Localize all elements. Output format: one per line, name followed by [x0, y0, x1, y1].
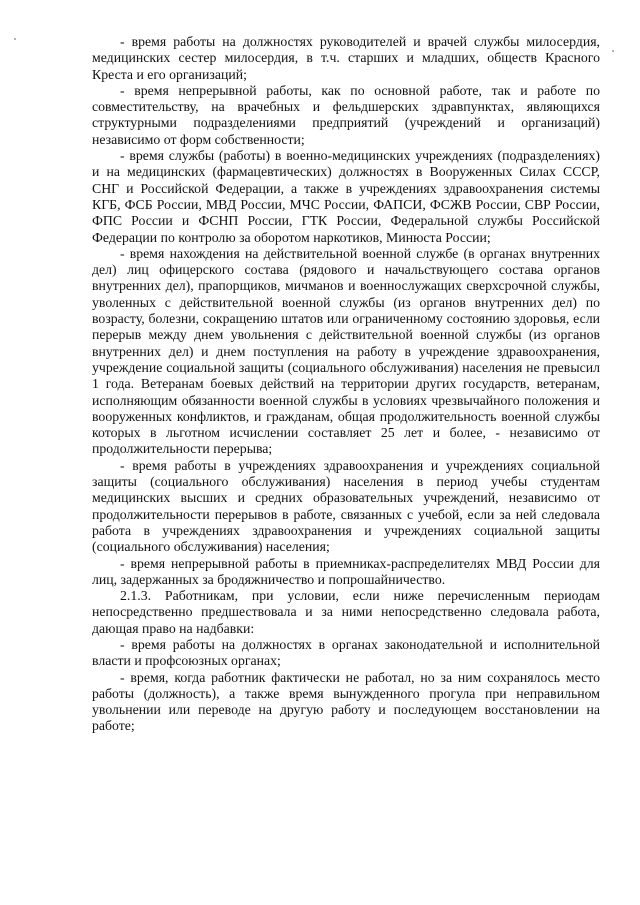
- paragraph-retained-position: - время, когда работник фактически не работал, но за ним сохранялось место работы (должность), а также время вынужденного прогула при неправильном увольнении или переводе на другую работу и последующем восстановлении на работе;: [92, 669, 600, 734]
- paragraph-military-medical: - время службы (работы) в военно-медицинских учреждениях (подразделениях) и на медицинских (фармацевтических) должностях в Вооруженных Силах СССР, СНГ и Российской Федерации, а также в учреждениях здравоохранения системы КГБ, ФСБ России, МВД России, МЧС России, ФАПСИ, ФСЖВ России, СВР России, ФПС России и ФСНП России, ГТК России, Федеральной службы Российской Федерации по контролю за оборотом наркотиков, Минюста России;: [92, 148, 600, 245]
- paragraph-students: - время работы в учреждениях здравоохранения и учреждениях социальной защиты (социального обслуживания) населения в период учебы студентам медицинских высших и средних образовательных учреждений, независимо от продолжительности перерывов в работе, связанных с учебой, если за ней следовала работа в учреждениях здравоохранения и учреждениях социальной защиты (социального обслуживания) населения;: [92, 457, 600, 555]
- paragraph-mvd-receivers: - время непрерывной работы в приемниках-распределителях МВД России для лиц, задержанных за бродяжничество и попрошайничество.: [92, 555, 600, 587]
- paragraph-military-service: - время нахождения на действительной военной службе (в органах внутренних дел) лиц офицерского состава (рядового и начальствующего состава органов внутренних дел), прапорщиков, мичманов и военнослужащих сверхсрочной службы, уволенных с действительной военной службы (из органов внутренних дел) по возрасту, болезни, сокращению штатов или ограниченному состоянию здоровья, если перерыв между днем увольнения с действительной военной службы (из органов внутренних дел) и днем поступления на работу в учреждение здравоохранения, учреждение социальной защиты (социального обслуживания) населения не превысил 1 года. Ветеранам боевых действий на территории других государств, ветеранам, исполняющим обязанности военной службы в условиях чрезвычайного положения и вооруженных конфликтов, и гражданам, общая продолжительность военной службы которых в льготном исчислении составляет 25 лет и более, - независимо от продолжительности перерыва;: [92, 245, 600, 457]
- document-body: [92, 34, 600, 735]
- scan-speck: [14, 38, 16, 40]
- paragraph-health-posts: - время непрерывной работы, как по основной работе, так и работе по совместительству, на врачебных и фельдшерских здравпунктах, являющихся структурными подразделениями предприятий (учреждений и организаций) независимо от форм собственности;: [92, 82, 600, 147]
- paragraph-red-cross: - время работы на должностях руководителей и врачей службы милосердия, медицинских сестер милосердия, в т.ч. старших и младших, обществ Красного Креста и его организаций;: [92, 34, 600, 82]
- paragraph-government-positions: - время работы на должностях в органах законодательной и исполнительной власти и профсоюзных органах;: [92, 636, 600, 669]
- paragraph-section-2-1-3: 2.1.3. Работникам, при условии, если ниже перечисленным периодам непосредственно предшествовала и за ними непосредственно следовала работа, дающая право на надбавки:: [92, 588, 600, 636]
- scan-speck: [612, 50, 614, 52]
